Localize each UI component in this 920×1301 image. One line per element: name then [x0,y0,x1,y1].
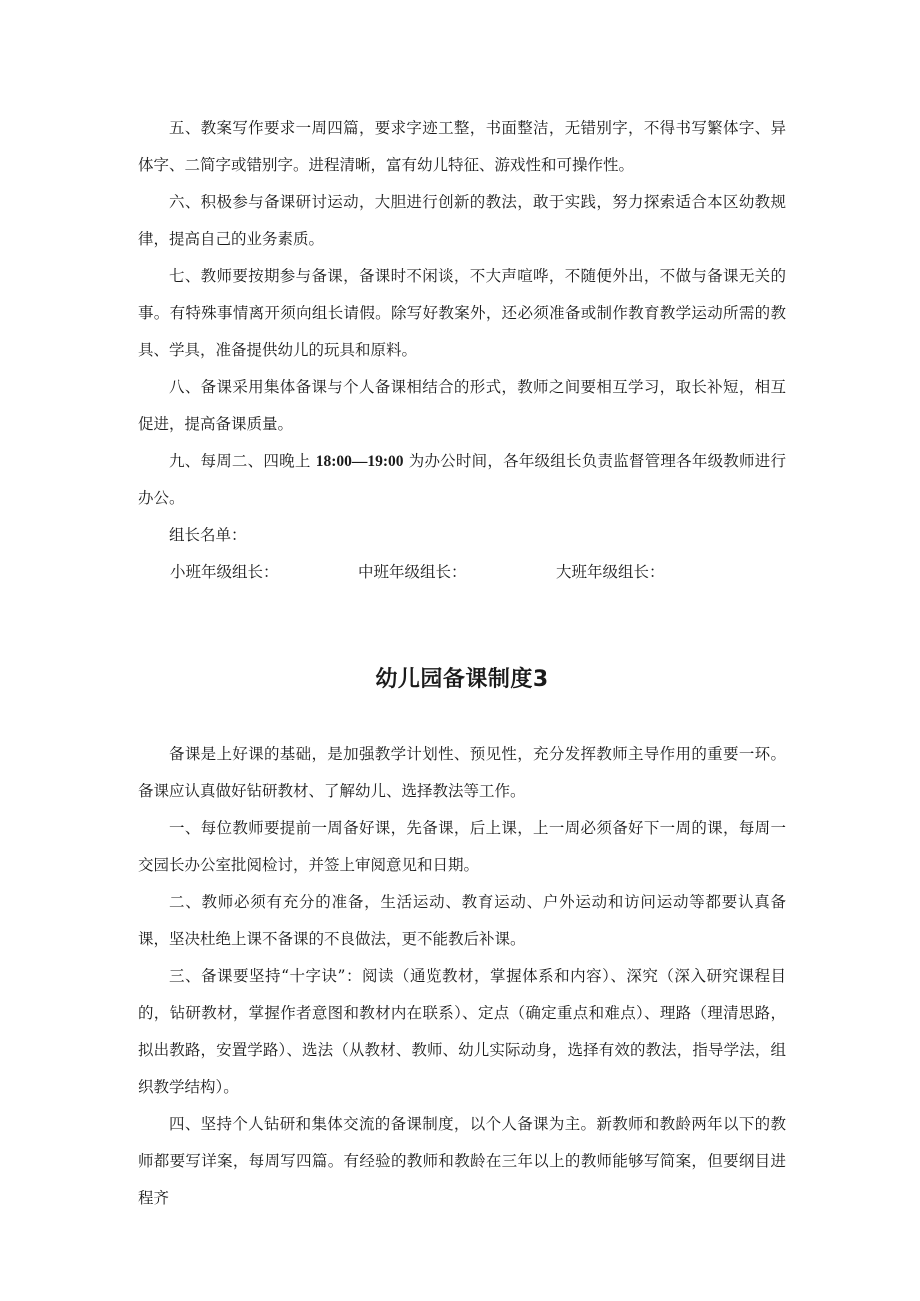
paragraph-8: 八、备课采用集体备课与个人备课相结合的形式，教师之间要相互学习，取长补短，相互促进，提高备课质量。 [138,378,786,433]
section-body [138,736,786,1217]
rule-2: 二、教师必须有充分的准备，生活运动、教育运动、户外运动和访问运动等都要认真备课，坚决杜绝上课不备课的不良做法，更不能教后补课。 [138,893,786,948]
intro-paragraph: 备课是上好课的基础，是加强教学计划性、预见性，充分发挥教师主导作用的重要一环。备课应认真做好钻研教材、了解幼儿、选择教法等工作。 [138,745,786,800]
paragraph-9-start: 九、每周二、四晚上 [169,452,316,470]
document-page [138,110,786,1207]
paragraph-9-end: 为办公时间，各年级组长负责监督管理各年级教师进行办公。 [138,452,786,507]
rule-1: 一、每位教师要提前一周备好课，先备课，后上课，上一周必须备好下一周的课，每周一交园长办公室批阅检讨，并签上审阅意见和日期。 [138,819,786,874]
office-hours: 18:00—19:00 [315,453,404,470]
leader-middle-class: 中班年级组长： [358,563,467,581]
leader-small-class: 小班年级组长： [170,563,279,581]
leaders-row [138,554,786,591]
paragraph-6: 六、积极参与备课研讨运动，大胆进行创新的教法，敢于实践，努力探索适合本区幼教规律，提高自己的业务素质。 [138,193,786,248]
rule-4: 四、坚持个人钻研和集体交流的备课制度，以个人备课为主。新教师和教龄两年以下的教师都要写详案，每周写四篇。有经验的教师和教龄在三年以上的教师能够写简案，但要纲目进程齐 [138,1115,786,1207]
leaders-label: 组长名单： [169,526,247,544]
leader-large-class: 大班年级组长： [556,563,665,581]
paragraph-7: 七、教师要按期参与备课，备课时不闲谈，不大声喧哗，不随便外出，不做与备课无关的事。有特殊事情离开须向组长请假。除写好教案外，还必须准备或制作教育教学运动所需的教具、学具，准备提供幼儿的玩具和原料。 [138,267,786,359]
paragraph-9 [138,443,786,517]
section-title: 幼儿园备课制度3 [375,667,549,692]
paragraph-5: 五、教案写作要求一周四篇，要求字迹工整，书面整洁，无错别字，不得书写繁体字、异体字、二简字或错别字。进程清晰，富有幼儿特征、游戏性和可操作性。 [138,119,786,174]
rule-3: 三、备课要坚持“十字诀”：阅读（通览教材，掌握体系和内容）、深究（深入研究课程目的，钻研教材，掌握作者意图和教材内在联系）、定点（确定重点和难点）、理路（理清思路，拟出教路，安置学路）、选法（从教材、教师、幼儿实际动身，选择有效的教法，指导学法，组织教学结构）。 [138,967,786,1096]
